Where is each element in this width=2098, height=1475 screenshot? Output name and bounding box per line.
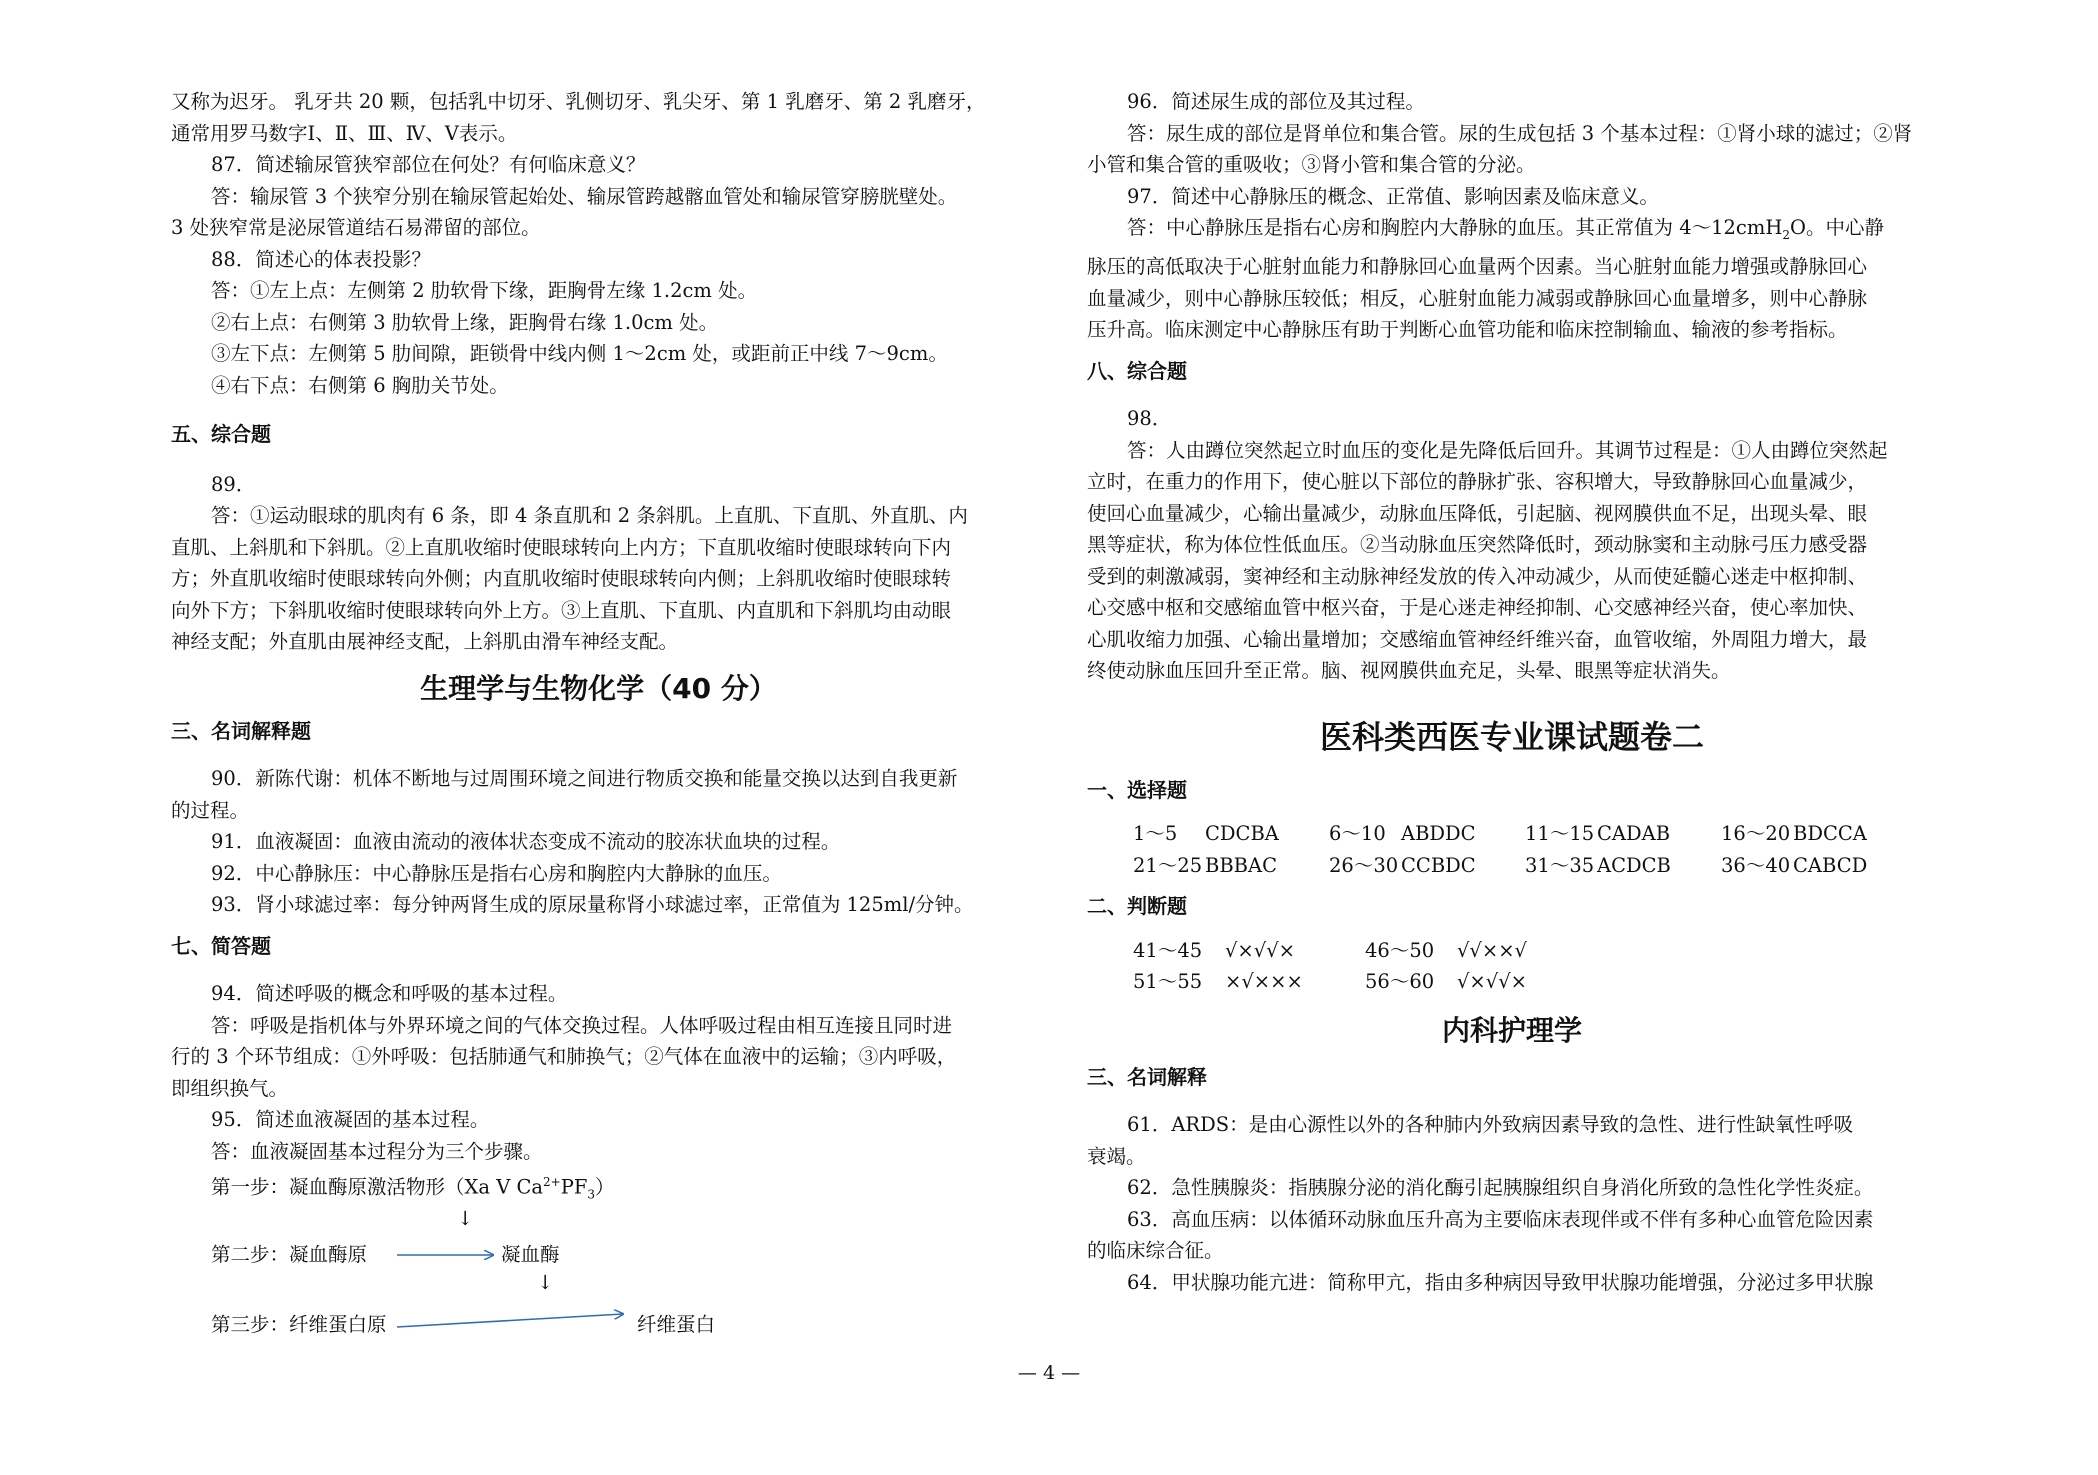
nursing-title: 内科护理学 <box>1441 1013 1582 1047</box>
question-96: 96．简述尿生成的部位及其过程。 <box>1127 90 1425 113</box>
answer-97-line: 脉压的高低取决于心脏射血能力和静脉回心血量两个因素。当心脏射血能力增强或静脉回心 <box>1087 255 1868 279</box>
exam-title: 医科类西医专业课试题卷二 <box>1319 717 1704 756</box>
section-heading-1: 一、选择题 <box>1087 777 1187 802</box>
answer-89-line: 方；外直肌收缩时使眼球转向外侧；内直肌收缩时使眼球转向内侧；上斜肌收缩时使眼球转 <box>171 567 952 590</box>
answer-89-line: 答：①运动眼球的肌肉有 6 条，即 4 条直肌和 2 条斜肌。上直肌、下直肌、外直肌、内 <box>211 504 968 527</box>
choice-value: BBBAC <box>1205 853 1277 877</box>
arrow-down-icon: ↓ <box>537 1270 554 1294</box>
answer-88-line: ②右上点：右侧第 3 肋软骨上缘，距胸骨右缘 1.0cm 处。 <box>211 310 719 334</box>
answer-98-line: 黑等症状，称为体位性低血压。②当动脉血压突然降低时，颈动脉窦和主动脉弓压力感受器 <box>1087 533 1868 557</box>
definition-63-line: 63．高血压病：以体循环动脉血压升高为主要临床表现伴或不伴有多种心血管危险因素 <box>1127 1207 1874 1231</box>
definition-63-line: 的临床综合征。 <box>1087 1239 1224 1263</box>
arrow-down-icon: ↓ <box>457 1206 474 1230</box>
definition-62: 62．急性胰腺炎：指胰腺分泌的消化酶引起胰腺组织自身消化所致的急性化学性炎症。 <box>1127 1176 1874 1200</box>
answer-95: 答：血液凝固基本过程分为三个步骤。 <box>211 1139 543 1163</box>
step-1-superscript: 2+ <box>543 1175 561 1189</box>
answer-98-line: 立时，在重力的作用下，使心脏以下部位的静脉扩张、容积增大，导致静脉回心血量减少， <box>1087 470 1868 494</box>
section-heading-3: 三、名词解释题 <box>171 718 311 743</box>
answer-87-line: 答：输尿管 3 个狭窄分别在输尿管起始处、输尿管跨越髂血管处和输尿管穿膀胱壁处。 <box>211 184 958 208</box>
answer-88-line: 答：①左上点：左侧第 2 肋软骨下缘，距胸骨左缘 1.2cm 处。 <box>211 279 758 302</box>
question-94: 94．简述呼吸的概念和呼吸的基本过程。 <box>211 982 568 1005</box>
step-1-subscript: 3 <box>587 1187 596 1202</box>
section-heading-2: 二、判断题 <box>1087 894 1187 919</box>
choice-value: BDCCA <box>1793 822 1867 846</box>
choice-range: 16～20 <box>1721 822 1791 846</box>
judge-row <box>1133 966 1937 998</box>
text-line: 通常用罗马数字Ⅰ、Ⅱ、Ⅲ、Ⅳ、Ⅴ表示。 <box>171 121 518 145</box>
choice-range: 36～40 <box>1721 853 1791 877</box>
answer-87-line: 3 处狭窄常是泌尿管道结石易滞留的部位。 <box>171 216 541 239</box>
choice-answers <box>1087 818 1937 881</box>
answer-97-subscript: 2 <box>1782 227 1790 242</box>
step-3-left: 第三步：纤维蛋白原 <box>211 1312 387 1336</box>
judge-row <box>1133 935 1937 967</box>
answer-89-line: 神经支配；外直肌由展神经支配，上斜肌由滑车神经支配。 <box>171 630 679 653</box>
definition-92: 92．中心静脉压：中心静脉压是指右心房和胸腔内大静脉的血压。 <box>211 861 782 885</box>
choice-range: 26～30 <box>1329 853 1399 877</box>
choice-row <box>1133 850 1937 882</box>
section-title: 生理学与生物化学（40 分） <box>420 671 777 705</box>
judge-value: √√××√ <box>1457 938 1527 962</box>
choice-value: CCBDC <box>1401 853 1476 877</box>
step-1-text: PF <box>560 1175 588 1199</box>
arrow-right-icon <box>397 1314 623 1327</box>
answer-98-line: 受到的刺激减弱，窦神经和主动脉神经发放的传入冲动减少，从而使延髓心迷走中枢抑制、 <box>1087 564 1868 588</box>
choice-range: 31～35 <box>1525 853 1595 877</box>
choice-value: CDCBA <box>1205 822 1279 846</box>
answer-98-line: 使回心血量减少，心输出量减少，动脉血压降低，引起脑、视网膜供血不足，出现头晕、眼 <box>1087 501 1868 525</box>
choice-range: 21～25 <box>1133 853 1203 877</box>
judge-value: √×√√× <box>1457 970 1527 994</box>
judge-range: 46～50 <box>1365 938 1435 962</box>
section-heading-3: 三、名词解释 <box>1087 1064 1207 1089</box>
answer-97-line: 血量减少，则中心静脉压较低；相反，心脏射血能力减弱或静脉回心血量增多，则中心静脉 <box>1087 286 1868 310</box>
step-1-text: 第一步：凝血酶原激活物形（Xa V Ca <box>211 1175 544 1199</box>
definition-90-line: 90．新陈代谢：机体不断地与过周围环境之间进行物质交换和能量交换以达到自我更新 <box>211 767 958 790</box>
question-87: 87．简述输尿管狭窄部位在何处？有何临床意义？ <box>211 153 646 176</box>
answer-98-line: 心交感中枢和交感缩血管中枢兴奋，于是心迷走神经抑制、心交感神经兴奋，使心率加快、 <box>1087 596 1868 620</box>
section-heading-5: 五、综合题 <box>171 422 271 446</box>
answer-89-line: 直肌、上斜肌和下斜肌。②上直肌收缩时使眼球转向上内方；下直肌收缩时使眼球转向下内 <box>171 535 952 559</box>
definition-91: 91．血液凝固：血液由流动的液体状态变成不流动的胶冻状血块的过程。 <box>211 830 841 853</box>
step-3-right: 纤维蛋白 <box>637 1312 716 1336</box>
choice-range: 6～10 <box>1329 822 1386 846</box>
section-heading-8: 八、综合题 <box>1087 358 1187 383</box>
question-97: 97．简述中心静脉压的概念、正常值、影响因素及临床意义。 <box>1127 184 1659 208</box>
definition-93: 93．肾小球滤过率：每分钟两肾生成的原尿量称肾小球滤过率，正常值为 125ml/分钟。 <box>211 893 974 916</box>
answer-94-line: 即组织换气。 <box>171 1076 289 1100</box>
definition-61-line: 衰竭。 <box>1087 1144 1146 1168</box>
definition-64: 64．甲状腺功能亢进：简称甲亢，指由多种病因导致甲状腺功能增强，分泌过多甲状腺 <box>1127 1270 1874 1294</box>
definition-90-line: 的过程。 <box>171 798 250 822</box>
choice-value: ACDCB <box>1597 853 1671 877</box>
coagulation-diagram <box>171 1206 1026 1361</box>
judge-range: 56～60 <box>1365 970 1435 994</box>
judge-range: 41～45 <box>1133 938 1203 962</box>
answer-97-line: 压升高。临床测定中心静脉压有助于判断心血管功能和临床控制输血、输液的参考指标。 <box>1087 318 1848 342</box>
answer-96-line: 小管和集合管的重吸收；③肾小管和集合管的分泌。 <box>1087 153 1536 176</box>
answer-97-text: 答：中心静脉压是指右心房和胸腔内大静脉的血压。其正常值为 4～12cmH <box>1127 216 1783 239</box>
step-1-text: ） <box>595 1175 615 1199</box>
answer-88-line: ④右下点：右侧第 6 胸肋关节处。 <box>211 373 509 397</box>
answer-97-text: O。中心静 <box>1789 216 1884 239</box>
choice-value: CADAB <box>1597 822 1671 846</box>
answer-98-line: 终使动脉血压回升至正常。脑、视网膜供血充足，头晕、眼黑等症状消失。 <box>1087 659 1731 683</box>
answer-88-line: ③左下点：左侧第 5 肋间隙，距锁骨中线内侧 1～2cm 处，或距前正中线 7～9cm。 <box>211 342 948 365</box>
definition-61-line: 61．ARDS：是由心源性以外的各种肺内外致病因素导致的急性、进行性缺氧性呼吸 <box>1127 1113 1854 1137</box>
answer-98-line: 答：人由蹲位突然起立时血压的变化是先降低后回升。其调节过程是：①人由蹲位突然起 <box>1127 438 1888 462</box>
judge-answers <box>1087 935 1937 998</box>
choice-value: CABCD <box>1793 853 1868 877</box>
answer-94-line: 答：呼吸是指机体与外界环境之间的气体交换过程。人体呼吸过程由相互连接且同时进 <box>211 1013 953 1037</box>
answer-97-line <box>1087 212 1937 251</box>
coagulation-step-1 <box>171 1167 1026 1211</box>
choice-range: 1～5 <box>1133 822 1178 846</box>
judge-value: √×√√× <box>1225 938 1295 962</box>
question-88: 88．简述心的体表投影？ <box>211 247 431 271</box>
judge-value: ×√××× <box>1225 970 1303 994</box>
right-column <box>1087 86 1937 1298</box>
left-column <box>171 86 1026 1361</box>
page-number: — 4 — <box>1017 1362 1081 1384</box>
choice-value: ABDDC <box>1401 822 1476 846</box>
answer-96-line: 答：尿生成的部位是肾单位和集合管。尿的生成包括 3 个基本过程：①肾小球的滤过；②肾 <box>1127 121 1913 145</box>
question-95: 95．简述血液凝固的基本过程。 <box>211 1108 490 1131</box>
choice-row <box>1133 818 1937 850</box>
question-89: 89． <box>211 472 256 496</box>
answer-94-line: 行的 3 个环节组成：①外呼吸：包括肺通气和肺换气；②气体在血液中的运输；③内呼吸， <box>171 1045 957 1068</box>
answer-89-line: 向外下方；下斜肌收缩时使眼球转向外上方。③上直肌、下直肌、内直肌和下斜肌均由动眼 <box>171 598 952 622</box>
section-heading-7: 七、简答题 <box>171 933 271 958</box>
step-2-right: 凝血酶 <box>501 1242 560 1266</box>
text-line: 又称为迟牙。 乳牙共 20 颗，包括乳中切牙、乳侧切牙、乳尖牙、第 1 乳磨牙、第 2 乳磨牙， <box>171 90 986 113</box>
judge-range: 51～55 <box>1133 970 1203 994</box>
step-2-left: 第二步：凝血酶原 <box>211 1242 368 1266</box>
question-98: 98． <box>1127 407 1172 431</box>
answer-98-line: 心肌收缩力加强、心输出量增加；交感缩血管神经纤维兴奋，血管收缩，外周阻力增大，最 <box>1087 627 1868 651</box>
choice-range: 11～15 <box>1525 822 1595 846</box>
arrow-connectors <box>171 1211 691 1361</box>
